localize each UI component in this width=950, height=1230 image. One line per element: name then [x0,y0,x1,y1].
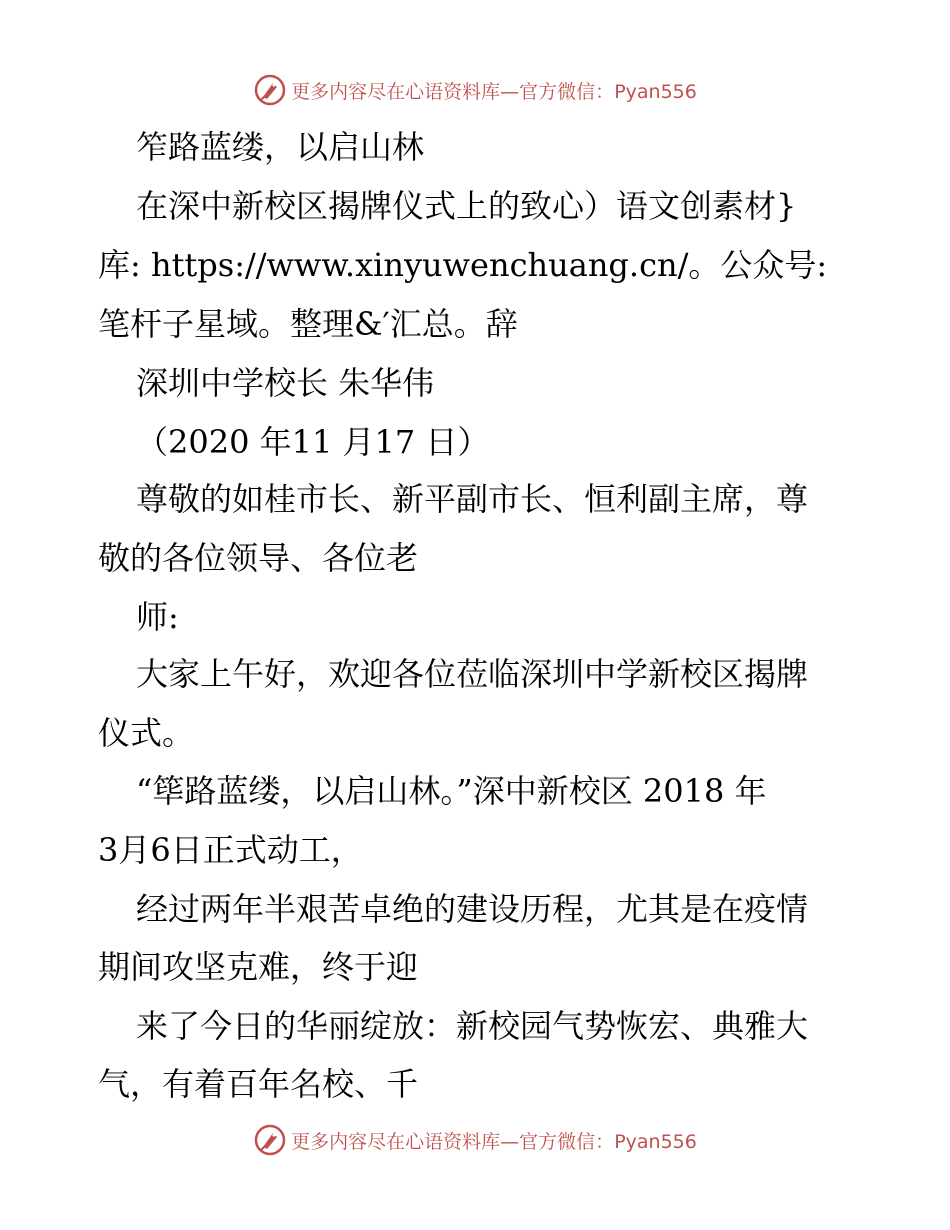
header-brand-text: 更多内容尽在心语资料库 [291,80,501,103]
doc-line: 气，有着百年名校、千 [98,1065,419,1103]
doc-line: 尊敬的如桂市长、新平副市长、恒利副主席，尊 [136,480,809,518]
doc-line: 深圳中学校长 朱华伟 [136,364,435,402]
doc-line: （2020 年11 月17 日） [136,423,490,461]
doc-line: 期间攻坚克难，终于迎 [98,948,419,986]
footer-wechat-id: Pyan556 [614,1130,697,1153]
doc-line: 笔杆子星域。整理&′汇总。辞 [98,305,518,343]
doc-line: 笮路蓝缕，以启山林 [136,128,425,166]
doc-line: 仪式。 [98,714,195,752]
footer-banner [0,1120,950,1160]
header-wechat-id: Pyan556 [614,80,697,103]
header-dash: — [500,80,520,103]
footer-brand-text: 更多内容尽在心语资料库 [291,1130,501,1153]
doc-line: 大家上午好，欢迎各位莅临深圳中学新校区揭牌 [136,655,809,693]
pen-nib-logo-icon [253,1123,287,1157]
doc-line: 敬的各位领导、各位老 [98,539,419,577]
header-official-label: 官方微信： [519,80,615,103]
doc-line: 来了今日的华丽绽放：新校园气势恢宏、典雅大 [136,1007,809,1045]
doc-line: “筚路蓝缕，以启山林。”深中新校区 2018 年 [136,772,767,810]
footer-dash: — [500,1130,520,1153]
footer-official-label: 官方微信： [519,1130,615,1153]
doc-line: 库: https://www.xinyuwenchuang.cn/。公众号: [98,246,828,284]
doc-line: 经过两年半艰苦卓绝的建设历程，尤其是在疫情 [136,890,809,928]
doc-line: 师: [136,598,179,636]
doc-line: 在深中新校区揭牌仪式上的致心）语文创素材} [136,187,797,225]
doc-line: 3月6日正式动工， [98,831,363,869]
footer-banner-text [291,1127,697,1154]
